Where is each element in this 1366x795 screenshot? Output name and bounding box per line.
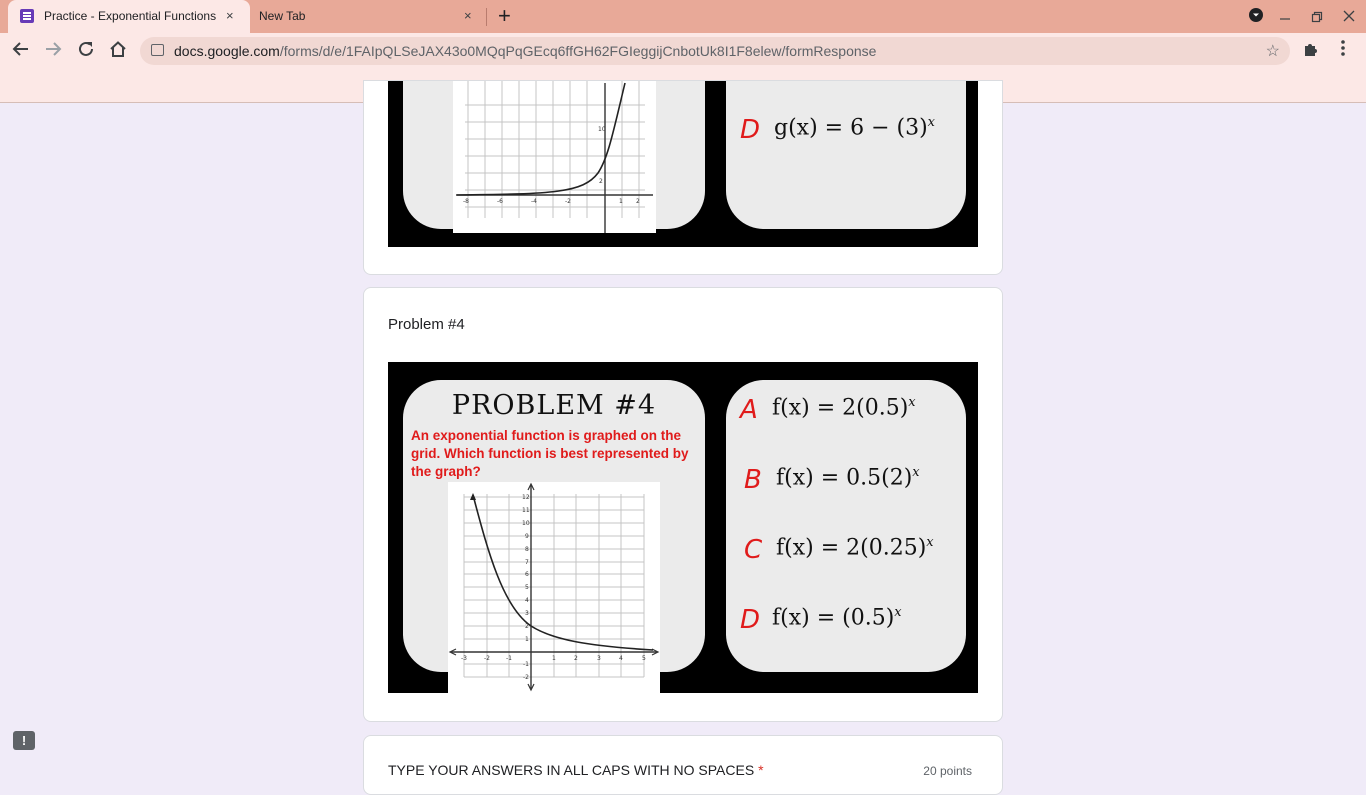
problem4-image [388,362,978,693]
svg-text:9: 9 [525,533,529,540]
close-icon[interactable]: × [464,8,472,23]
address-bar[interactable] [140,37,1290,65]
svg-text:5: 5 [642,655,646,662]
svg-text:3: 3 [597,655,601,662]
svg-text:1: 1 [525,636,529,643]
close-window-icon[interactable] [1343,9,1355,25]
extensions-puzzle-icon[interactable] [1302,40,1320,63]
tab-divider [486,8,487,26]
points-label: 20 points [923,764,972,778]
problem4-graph [448,482,660,693]
choice-d-equation: $f(x) = (0.5)^x$ [772,605,902,631]
tab-strip [0,0,1366,33]
svg-text:7: 7 [525,559,529,566]
url-text[interactable]: docs.google.com/forms/d/e/1FAIpQLSeJAX43o0MQqPqGEcq6ffGH62FGIeggijCnbotUk8I1F8elew/formResponse [174,43,877,59]
answer-question-card [363,735,1003,795]
google-forms-icon [20,9,34,23]
browser-toolbar [0,33,1366,69]
svg-text:1: 1 [619,198,623,205]
choice-a-equation: $f(x) = 2(0.5)^x$ [772,395,916,421]
tab-practice-exponential[interactable] [8,0,250,33]
svg-text:2: 2 [574,655,578,662]
svg-text:-2: -2 [565,198,571,205]
new-tab-button[interactable]: + [498,3,511,28]
svg-text:8: 8 [525,546,529,553]
tab-new-tab[interactable] [250,0,486,33]
bookmark-star-icon[interactable]: ☆ [1265,43,1280,60]
svg-text:-2: -2 [523,674,529,681]
choice-d-letter: D [740,605,761,635]
choice-d-letter: D [740,115,761,145]
svg-text:-1: -1 [523,661,529,668]
problem4-prompt: An exponential function is graphed on the grid. Which function is best represented by the graph? [411,428,689,479]
answer-question-label: TYPE YOUR ANSWERS IN ALL CAPS WITH NO SPACES * [388,762,764,778]
forward-icon[interactable] [44,40,62,62]
problem3-right-panel [726,80,966,229]
svg-text:-4: -4 [531,198,537,205]
required-marker: * [758,762,764,778]
svg-text:5: 5 [525,584,529,591]
more-menu-icon[interactable] [1340,39,1346,62]
choice-c-letter: C [744,535,763,565]
svg-text:10: 10 [598,126,606,133]
minimize-icon[interactable] [1279,6,1291,25]
reload-icon[interactable] [77,40,95,62]
problem4-heading: PROBLEM #4 [451,390,657,421]
problem4-card [363,287,1003,722]
tab-search-icon[interactable] [1249,8,1263,25]
svg-text:11: 11 [522,507,530,514]
problem4-right-panel [726,380,966,672]
svg-text:4: 4 [525,597,529,604]
choice-b-letter: B [744,465,762,495]
svg-text:4: 4 [619,655,623,662]
svg-text:2: 2 [599,178,603,185]
restore-icon[interactable] [1311,10,1323,26]
problem3-card [363,80,1003,275]
tab-title: Practice - Exponential Functions [44,9,217,23]
home-icon[interactable] [109,40,127,62]
svg-text:12: 12 [522,494,530,501]
svg-text:10: 10 [522,520,530,527]
choice-a-letter: A [740,395,758,425]
choice-d-equation: $g(x) = 6 - (3)^x$ [774,115,935,141]
question-title: Problem #4 [388,316,465,333]
svg-text:1: 1 [552,655,556,662]
svg-text:6: 6 [525,571,529,578]
tab-title: New Tab [259,9,306,23]
back-icon[interactable] [12,40,30,62]
svg-text:3: 3 [525,610,529,617]
svg-text:2: 2 [525,623,529,630]
svg-text:-2: -2 [484,655,490,662]
report-problem-icon[interactable]: ! [13,731,35,750]
svg-text:-3: -3 [461,655,467,662]
close-icon[interactable]: × [226,8,234,23]
choice-b-equation: $f(x) = 0.5(2)^x$ [776,465,920,491]
svg-text:2: 2 [636,198,640,205]
svg-text:-6: -6 [497,198,503,205]
site-info-icon[interactable] [151,44,164,56]
problem3-image [388,80,978,247]
svg-text:-8: -8 [463,198,469,205]
problem3-graph [453,80,656,233]
choice-c-equation: $f(x) = 2(0.25)^x$ [776,535,934,561]
svg-text:-1: -1 [506,655,512,662]
